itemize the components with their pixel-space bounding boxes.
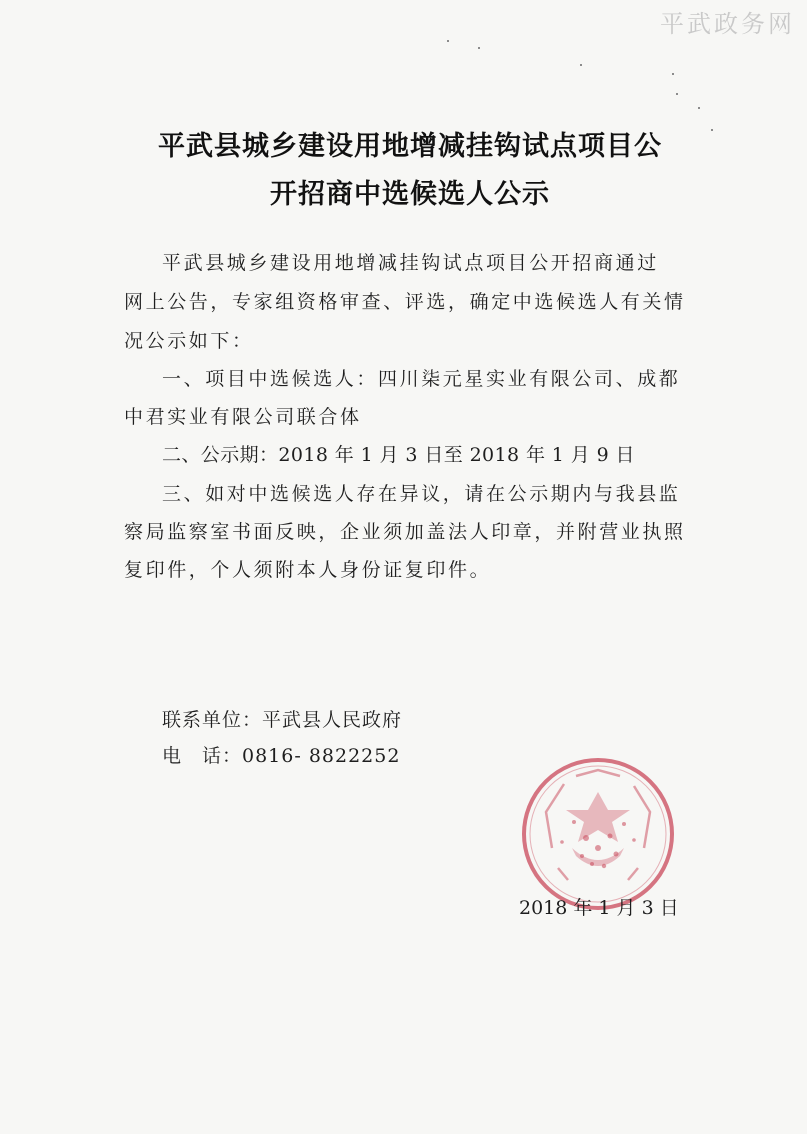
site-watermark: 平武政务网	[660, 10, 795, 38]
intro-line-1: 平武县城乡建设用地增减挂钩试点项目公开招商通过	[162, 252, 659, 274]
item-3-line-2: 察局监察室书面反映，企业须加盖法人印章，并附营业执照	[124, 521, 686, 543]
contact-unit: 联系单位：平武县人民政府	[162, 709, 403, 731]
intro-line-2: 网上公告，专家组资格审查、评选，确定中选候选人有关情	[124, 291, 686, 313]
scan-speck	[580, 64, 582, 66]
item-3-line-3: 复印件，个人须附本人身份证复印件。	[124, 559, 492, 581]
scan-speck	[676, 93, 678, 95]
item-1-line-1: 一、项目中选候选人：四川柒元星实业有限公司、成都	[162, 368, 681, 390]
official-seal	[516, 752, 680, 916]
scan-speck	[672, 73, 674, 75]
scan-speck	[478, 47, 480, 49]
document-title-line-2: 开招商中选候选人公示	[270, 179, 550, 210]
intro-line-3: 况公示如下：	[124, 330, 254, 352]
scan-speck	[447, 40, 449, 42]
issue-date: 2018 年 1 月 3 日	[519, 897, 679, 919]
item-1-line-2: 中君实业有限公司联合体	[124, 406, 362, 428]
document-title-line-1: 平武县城乡建设用地增减挂钩试点项目公	[158, 131, 662, 162]
item-2: 二、公示期：2018 年 1 月 3 日至 2018 年 1 月 9 日	[162, 444, 635, 466]
contact-phone: 电 话：0816- 8822252	[162, 745, 401, 767]
scan-speck	[698, 107, 700, 109]
item-3-line-1: 三、如对中选候选人存在异议，请在公示期内与我县监	[162, 483, 681, 505]
